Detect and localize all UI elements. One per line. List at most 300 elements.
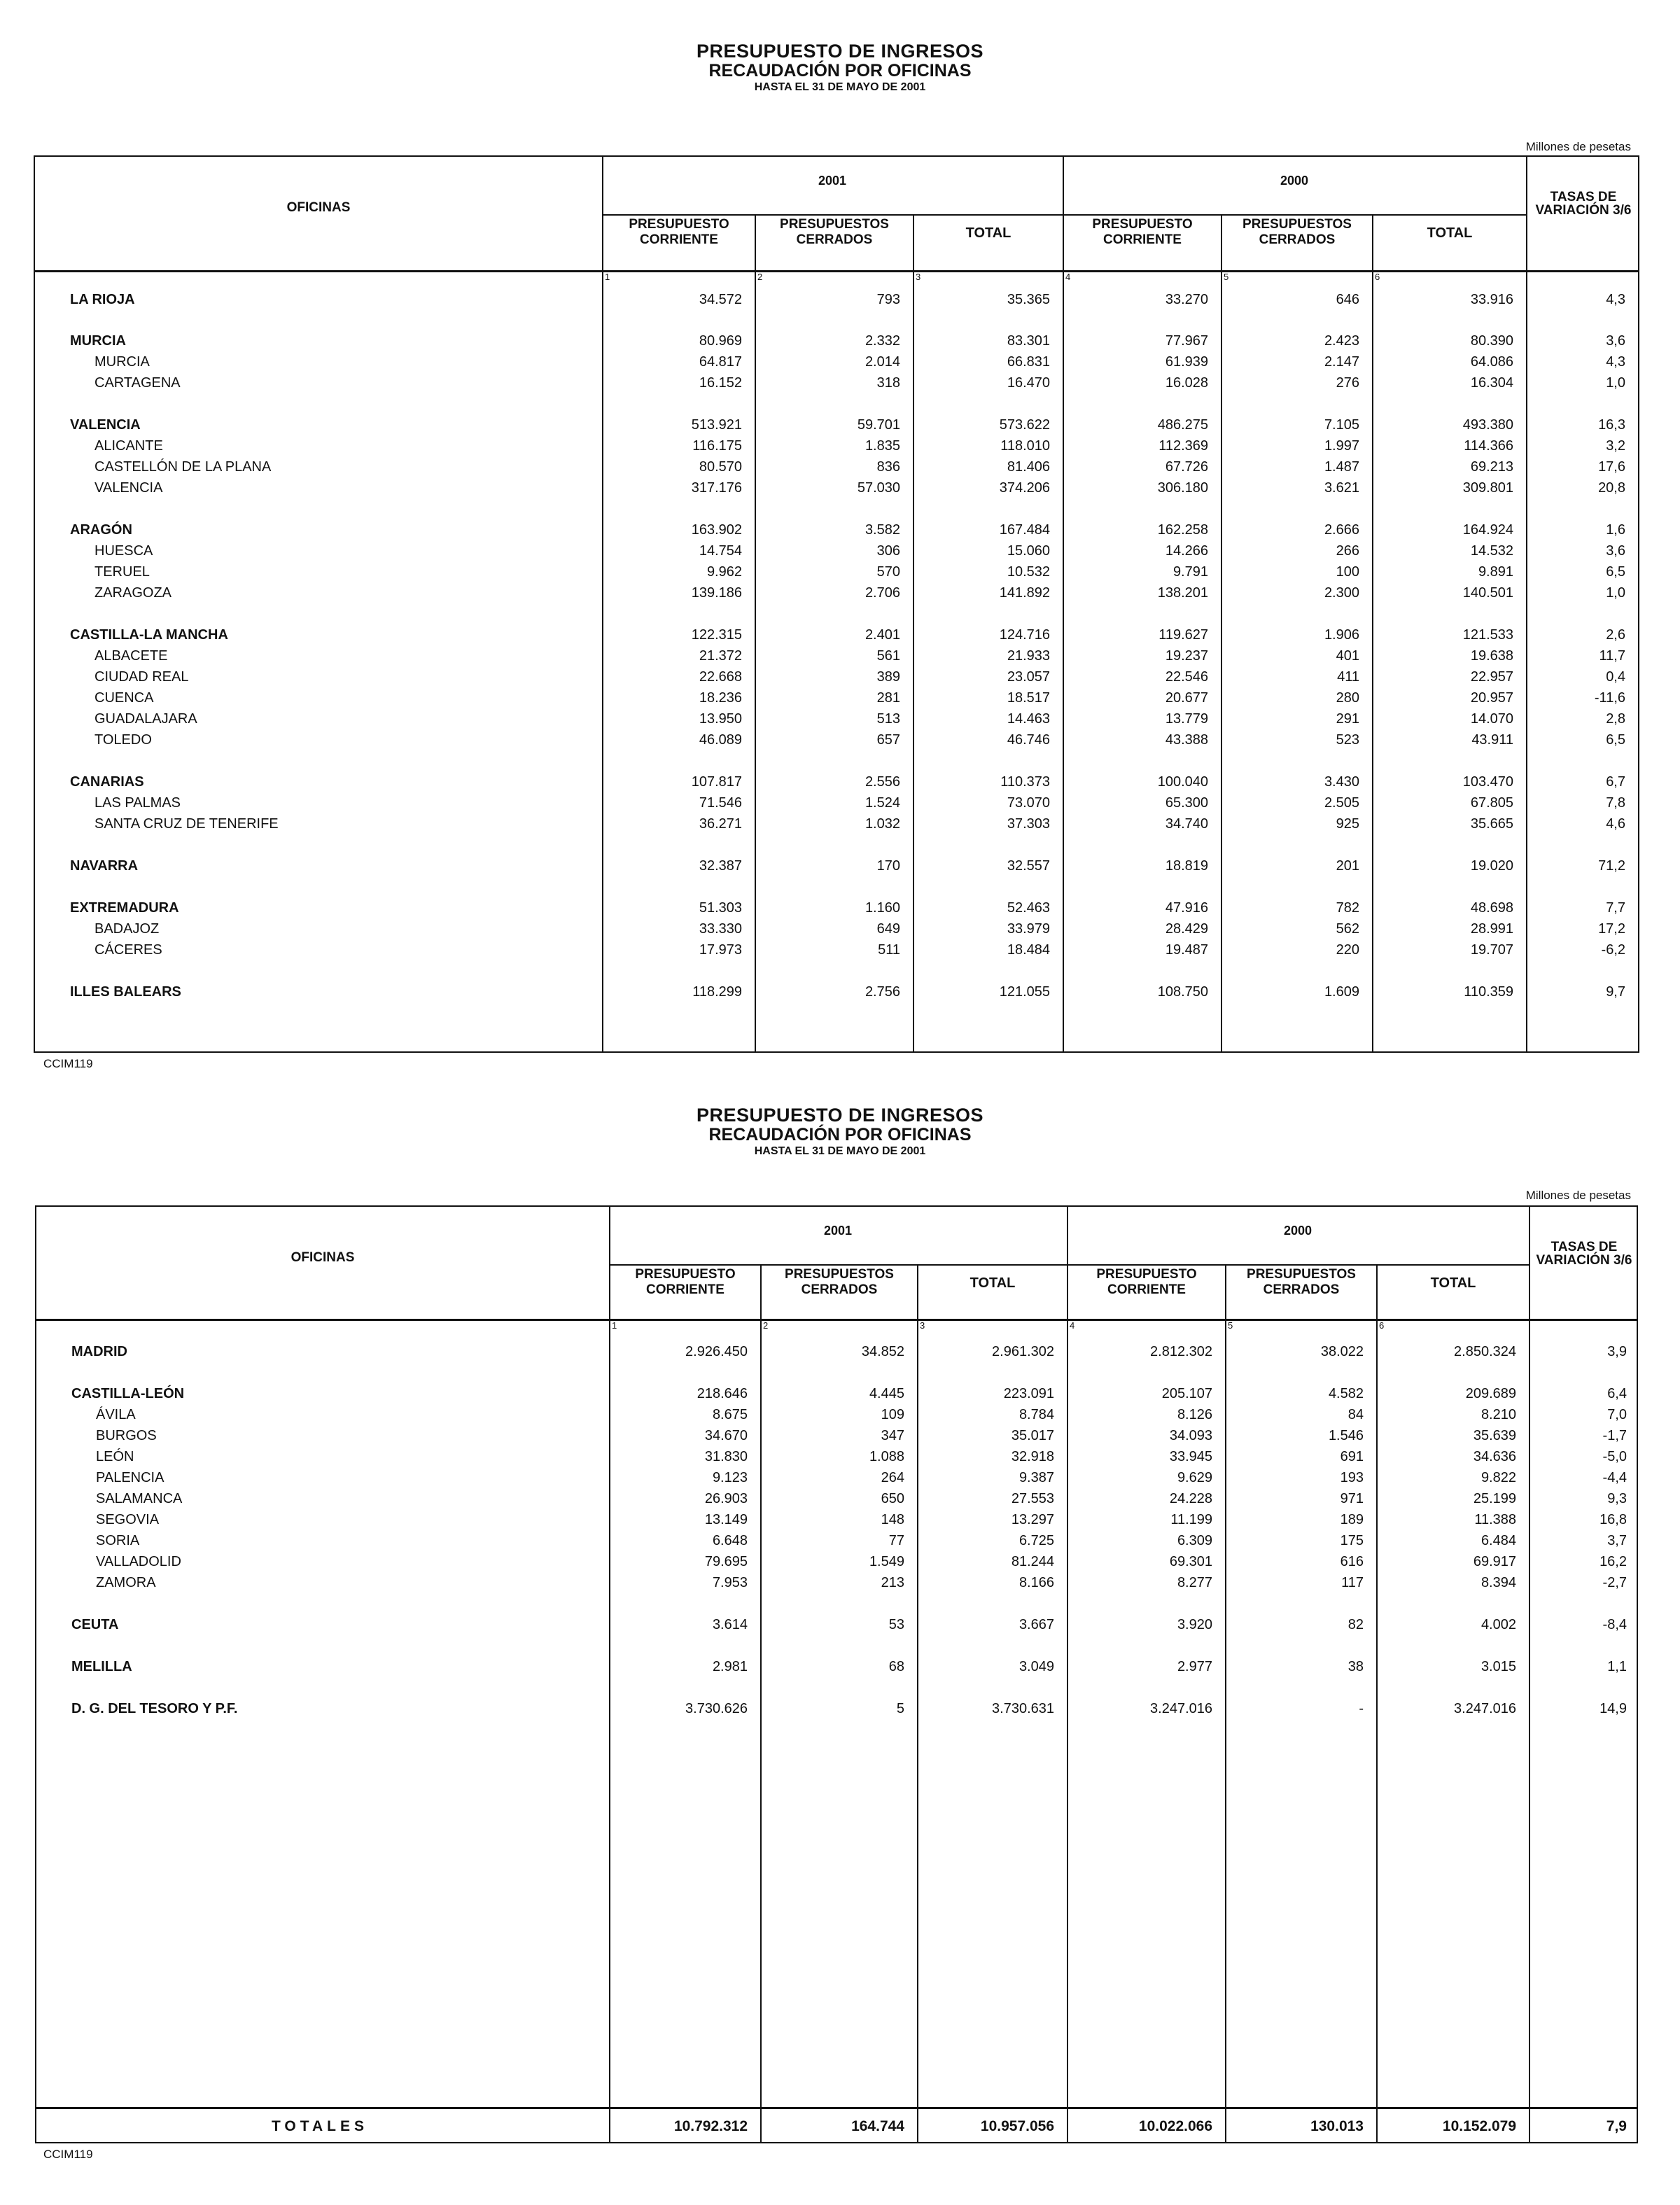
office-name: SALAMANCA — [96, 1491, 183, 1506]
value-cell: 35.017 — [1011, 1428, 1054, 1443]
office-name: CUENCA — [94, 690, 154, 706]
total-value-cell: 10.957.056 — [980, 2118, 1054, 2134]
value-cell: 67.726 — [1165, 459, 1208, 475]
value-cell: 3.730.626 — [685, 1701, 748, 1716]
value-cell: 2.666 — [1324, 522, 1359, 538]
value-cell: 80.570 — [699, 459, 742, 475]
value-cell: 114.366 — [1464, 438, 1513, 454]
value-cell: 264 — [881, 1470, 904, 1485]
value-cell: 16.028 — [1165, 375, 1208, 391]
header-cerrados-2000: PRESUPUESTOS CERRADOS — [1242, 217, 1352, 247]
value-cell: 28.429 — [1165, 921, 1208, 937]
column-number: 2 — [763, 1320, 769, 1331]
value-cell: 21.372 — [699, 648, 742, 664]
province-row — [36, 1572, 1637, 1593]
title-block — [0, 41, 1680, 94]
value-cell: 16,8 — [1600, 1512, 1627, 1527]
office-name: CASTELLÓN DE LA PLANA — [94, 459, 272, 475]
value-cell: 6.725 — [1018, 1533, 1054, 1548]
total-value-cell: 130.013 — [1310, 2118, 1364, 2134]
value-cell: 317.176 — [691, 480, 742, 496]
value-cell: 66.831 — [1007, 354, 1050, 370]
title-block — [0, 1105, 1680, 1158]
value-cell: 2.147 — [1324, 354, 1359, 370]
region-row — [35, 855, 1638, 876]
region-row — [36, 1656, 1637, 1677]
value-cell: 2.556 — [864, 774, 900, 790]
header-total-2000: TOTAL — [1430, 1275, 1476, 1291]
value-cell: 19.020 — [1470, 858, 1513, 874]
province-row — [36, 1467, 1637, 1488]
value-cell: 389 — [876, 669, 900, 685]
office-name: D. G. DEL TESORO Y P.F. — [71, 1701, 238, 1716]
value-cell: 11.388 — [1474, 1512, 1516, 1527]
total-value-cell: 10.792.312 — [673, 2118, 748, 2134]
office-name: BADAJOZ — [94, 921, 160, 937]
region-row — [36, 1341, 1637, 1362]
value-cell: 20.957 — [1470, 690, 1513, 706]
value-cell: 7,0 — [1607, 1407, 1627, 1422]
value-cell: 14.463 — [1007, 711, 1050, 727]
value-cell: 11,7 — [1599, 648, 1625, 664]
value-cell: 64.817 — [699, 354, 742, 370]
province-row — [35, 540, 1638, 561]
value-cell: - — [1359, 1701, 1364, 1716]
value-cell: 7.953 — [712, 1575, 748, 1590]
value-cell: 33.270 — [1165, 292, 1208, 307]
value-cell: 1.524 — [864, 795, 900, 811]
province-row — [35, 645, 1638, 666]
office-name: ALBACETE — [94, 648, 168, 664]
value-cell: 18.517 — [1007, 690, 1050, 706]
value-cell: 175 — [1340, 1533, 1364, 1548]
office-name: TOLEDO — [94, 732, 152, 748]
value-cell: 34.852 — [861, 1344, 904, 1359]
value-cell: 35.665 — [1470, 816, 1513, 832]
value-cell: 48.698 — [1470, 900, 1513, 916]
value-cell: -8,4 — [1602, 1617, 1627, 1632]
value-cell: 4.445 — [869, 1386, 904, 1401]
value-cell: 27.553 — [1011, 1491, 1054, 1506]
value-cell: 1.997 — [1324, 438, 1359, 454]
value-cell: 8.166 — [1018, 1575, 1054, 1590]
value-cell: 6,4 — [1607, 1386, 1627, 1401]
value-cell: 218.646 — [696, 1386, 748, 1401]
value-cell: 8.784 — [1018, 1407, 1054, 1422]
table-body-1 — [35, 272, 1638, 1049]
value-cell: 100.040 — [1157, 774, 1208, 790]
region-row — [35, 414, 1638, 435]
value-cell: 2.756 — [864, 984, 900, 1000]
value-cell: 164.924 — [1462, 522, 1513, 538]
value-cell: 3,9 — [1607, 1344, 1627, 1359]
value-cell: 109 — [881, 1407, 904, 1422]
value-cell: 19.487 — [1165, 942, 1208, 958]
value-cell: 3.430 — [1324, 774, 1359, 790]
value-cell: 34.093 — [1169, 1428, 1212, 1443]
value-cell: 1.549 — [869, 1554, 904, 1569]
value-cell: 68 — [888, 1659, 904, 1674]
office-name: CASTILLA-LEÓN — [71, 1386, 185, 1401]
office-name: VALENCIA — [70, 417, 141, 433]
value-cell: 6.484 — [1480, 1533, 1516, 1548]
office-name: NAVARRA — [70, 858, 139, 874]
value-cell: 3.247.016 — [1454, 1701, 1516, 1716]
value-cell: 616 — [1340, 1554, 1364, 1569]
value-cell: 2.423 — [1324, 333, 1359, 349]
office-name: VALLADOLID — [96, 1554, 181, 1569]
value-cell: 513 — [876, 711, 900, 727]
column-number: 6 — [1375, 272, 1380, 282]
value-cell: 20.677 — [1165, 690, 1208, 706]
value-cell: 24.228 — [1169, 1491, 1212, 1506]
page-code: CCIM119 — [43, 1057, 93, 1070]
header-corriente-2001: PRESUPUESTO CORRIENTE — [635, 1267, 736, 1297]
value-cell: 1,0 — [1606, 375, 1625, 391]
value-cell: 513.921 — [691, 417, 742, 433]
value-cell: 281 — [876, 690, 900, 706]
table-body-2 — [36, 1320, 1637, 2104]
units-label: Millones de pesetas — [1525, 1189, 1631, 1202]
value-cell: 28.991 — [1470, 921, 1513, 937]
doc-title: PRESUPUESTO DE INGRESOS — [696, 1105, 984, 1126]
office-name: LA RIOJA — [70, 292, 135, 307]
value-cell: 9.822 — [1480, 1470, 1516, 1485]
value-cell: 23.057 — [1007, 669, 1050, 685]
office-name: MURCIA — [70, 333, 126, 349]
value-cell: 3.015 — [1480, 1659, 1516, 1674]
value-cell: 22.546 — [1165, 669, 1208, 685]
value-cell: 140.501 — [1462, 585, 1513, 601]
total-value-cell: 10.022.066 — [1138, 2118, 1212, 2134]
value-cell: 148 — [881, 1512, 904, 1527]
value-cell: 13.297 — [1011, 1512, 1054, 1527]
value-cell: 8.210 — [1480, 1407, 1516, 1422]
province-row — [35, 372, 1638, 393]
value-cell: 306 — [876, 543, 900, 559]
header-total-2001: TOTAL — [965, 225, 1011, 241]
value-cell: -5,0 — [1602, 1449, 1627, 1464]
value-cell: 35.639 — [1473, 1428, 1516, 1443]
value-cell: 9.962 — [706, 564, 742, 580]
office-name: MELILLA — [71, 1659, 132, 1674]
value-cell: 1.546 — [1328, 1428, 1364, 1443]
office-name: ZAMORA — [96, 1575, 156, 1590]
value-cell: 33.979 — [1007, 921, 1050, 937]
value-cell: 691 — [1340, 1449, 1364, 1464]
value-cell: 36.271 — [699, 816, 742, 832]
value-cell: 3.920 — [1177, 1617, 1212, 1632]
value-cell: 26.903 — [704, 1491, 748, 1506]
value-cell: 1,0 — [1606, 585, 1625, 601]
value-cell: 34.636 — [1473, 1449, 1516, 1464]
doc-subtitle: RECAUDACIÓN POR OFICINAS — [708, 61, 972, 80]
value-cell: 1.088 — [869, 1449, 904, 1464]
value-cell: 32.387 — [699, 858, 742, 874]
value-cell: 18.819 — [1165, 858, 1208, 874]
province-row — [35, 918, 1638, 939]
value-cell: 138.201 — [1157, 585, 1208, 601]
value-cell: 65.300 — [1165, 795, 1208, 811]
value-cell: 3,2 — [1606, 438, 1625, 454]
value-cell: 4,3 — [1606, 354, 1625, 370]
value-cell: 2,8 — [1606, 711, 1625, 727]
value-cell: 16,3 — [1598, 417, 1625, 433]
value-cell: 10.532 — [1007, 564, 1050, 580]
region-row — [35, 981, 1638, 1002]
budget-table-1 — [34, 155, 1639, 1053]
value-cell: 73.070 — [1007, 795, 1050, 811]
value-cell: 570 — [876, 564, 900, 580]
office-name: CEUTA — [71, 1617, 119, 1632]
value-cell: 16.470 — [1007, 375, 1050, 391]
value-cell: 162.258 — [1157, 522, 1208, 538]
value-cell: 15.060 — [1007, 543, 1050, 559]
header-cerrados-2001: PRESUPUESTOS CERRADOS — [780, 217, 889, 247]
region-row — [35, 897, 1638, 918]
value-cell: 209.689 — [1465, 1386, 1516, 1401]
office-name: ALICANTE — [94, 438, 163, 454]
value-cell: 9,7 — [1606, 984, 1625, 1000]
budget-table-2 — [35, 1205, 1638, 2143]
value-cell: 32.557 — [1007, 858, 1050, 874]
office-name: SANTA CRUZ DE TENERIFE — [94, 816, 279, 832]
value-cell: 0,4 — [1606, 669, 1625, 685]
value-cell: 61.939 — [1165, 354, 1208, 370]
office-name: HUESCA — [94, 543, 153, 559]
column-number: 1 — [612, 1320, 617, 1331]
value-cell: 19.237 — [1165, 648, 1208, 664]
value-cell: 223.091 — [1003, 1386, 1054, 1401]
value-cell: 19.638 — [1470, 648, 1513, 664]
value-cell: 3.667 — [1018, 1617, 1054, 1632]
totals-label: TOTALES — [271, 2118, 369, 2134]
province-row — [35, 792, 1638, 813]
header-tasas: TASAS DE VARIACIÓN 3/6 — [1535, 190, 1632, 218]
value-cell: 16.304 — [1470, 375, 1513, 391]
value-cell: 266 — [1336, 543, 1359, 559]
office-name: CANARIAS — [70, 774, 144, 790]
value-cell: 5 — [896, 1701, 904, 1716]
value-cell: 6.648 — [712, 1533, 748, 1548]
value-cell: 6.309 — [1177, 1533, 1212, 1548]
value-cell: 69.301 — [1169, 1554, 1212, 1569]
column-number: 5 — [1224, 272, 1229, 282]
value-cell: 1.487 — [1324, 459, 1359, 475]
header-year-2001: 2001 — [823, 1224, 853, 1238]
value-cell: 69.213 — [1470, 459, 1513, 475]
value-cell: 22.668 — [699, 669, 742, 685]
value-cell: 9.629 — [1177, 1470, 1212, 1485]
page-2 — [0, 1078, 1680, 2205]
value-cell: 118.010 — [1000, 438, 1050, 454]
value-cell: 17.973 — [699, 942, 742, 958]
value-cell: 9.123 — [712, 1470, 748, 1485]
office-name: CASTILLA-LA MANCHA — [70, 627, 228, 643]
value-cell: 8.277 — [1177, 1575, 1212, 1590]
office-name: MURCIA — [94, 354, 150, 370]
value-cell: 291 — [1336, 711, 1359, 727]
region-row — [36, 1698, 1637, 1719]
value-cell: 573.622 — [999, 417, 1050, 433]
value-cell: 163.902 — [691, 522, 742, 538]
header-oficinas: OFICINAS — [286, 200, 351, 215]
doc-date: HASTA EL 31 DE MAYO DE 2001 — [754, 81, 926, 93]
value-cell: 33.916 — [1470, 292, 1513, 307]
office-name: GUADALAJARA — [94, 711, 197, 727]
value-cell: 69.917 — [1473, 1554, 1516, 1569]
value-cell: 100 — [1336, 564, 1359, 580]
value-cell: 14.070 — [1470, 711, 1513, 727]
value-cell: 52.463 — [1007, 900, 1050, 916]
office-name: SORIA — [96, 1533, 140, 1548]
value-cell: 193 — [1340, 1470, 1364, 1485]
value-cell: 280 — [1336, 690, 1359, 706]
value-cell: 493.380 — [1462, 417, 1513, 433]
office-name: PALENCIA — [96, 1470, 164, 1485]
value-cell: -4,4 — [1602, 1470, 1627, 1485]
office-name: CARTAGENA — [94, 375, 181, 391]
value-cell: 2.332 — [864, 333, 900, 349]
value-cell: 220 — [1336, 942, 1359, 958]
value-cell: 118.299 — [692, 984, 742, 1000]
value-cell: 1.835 — [864, 438, 900, 454]
value-cell: 37.303 — [1007, 816, 1050, 832]
value-cell: 562 — [1336, 921, 1359, 937]
value-cell: 16.152 — [699, 375, 742, 391]
value-cell: 201 — [1336, 858, 1359, 874]
value-cell: 34.740 — [1165, 816, 1208, 832]
value-cell: 411 — [1337, 669, 1359, 685]
value-cell: 122.315 — [691, 627, 742, 643]
column-number: 4 — [1065, 272, 1071, 282]
region-row — [36, 1614, 1637, 1635]
value-cell: 306.180 — [1157, 480, 1208, 496]
province-row — [35, 477, 1638, 498]
value-cell: 1,1 — [1607, 1659, 1627, 1674]
total-value-cell: 7,9 — [1606, 2118, 1627, 2134]
column-number: 1 — [605, 272, 610, 282]
header-corriente-2000: PRESUPUESTO CORRIENTE — [1096, 1267, 1197, 1297]
value-cell: 9.387 — [1018, 1470, 1054, 1485]
region-row — [35, 771, 1638, 792]
value-cell: 11.199 — [1170, 1512, 1212, 1527]
value-cell: 3.614 — [712, 1617, 748, 1632]
column-number: 2 — [757, 272, 763, 282]
value-cell: 139.186 — [691, 585, 742, 601]
value-cell: 53 — [888, 1617, 904, 1632]
value-cell: 119.627 — [1158, 627, 1208, 643]
header-year-2001: 2001 — [818, 174, 847, 188]
value-cell: 2.300 — [1324, 585, 1359, 601]
value-cell: 2,6 — [1606, 627, 1625, 643]
value-cell: 19.707 — [1470, 942, 1513, 958]
province-row — [36, 1404, 1637, 1425]
value-cell: 121.055 — [999, 984, 1050, 1000]
region-row — [35, 519, 1638, 540]
value-cell: 46.746 — [1007, 732, 1050, 748]
value-cell: 21.933 — [1007, 648, 1050, 664]
value-cell: 9.891 — [1478, 564, 1513, 580]
province-row — [36, 1446, 1637, 1467]
province-row — [36, 1488, 1637, 1509]
province-row — [35, 561, 1638, 582]
column-number: 4 — [1070, 1320, 1075, 1331]
value-cell: 213 — [881, 1575, 904, 1590]
value-cell: 112.369 — [1158, 438, 1208, 454]
value-cell: 64.086 — [1470, 354, 1513, 370]
value-cell: 18.484 — [1007, 942, 1050, 958]
office-name: ÁVILA — [96, 1407, 136, 1422]
value-cell: 25.199 — [1473, 1491, 1516, 1506]
value-cell: 167.484 — [999, 522, 1050, 538]
total-value-cell: 164.744 — [851, 2118, 904, 2134]
value-cell: 309.801 — [1462, 480, 1513, 496]
value-cell: 13.149 — [704, 1512, 748, 1527]
value-cell: 2.706 — [864, 585, 900, 601]
province-row — [35, 729, 1638, 750]
total-value-cell: 10.152.079 — [1442, 2118, 1516, 2134]
value-cell: 2.981 — [712, 1659, 748, 1674]
region-row — [35, 330, 1638, 351]
value-cell: 8.126 — [1177, 1407, 1212, 1422]
value-cell: 374.206 — [999, 480, 1050, 496]
value-cell: 925 — [1336, 816, 1359, 832]
value-cell: 318 — [876, 375, 900, 391]
value-cell: 3,6 — [1606, 333, 1625, 349]
value-cell: 80.969 — [699, 333, 742, 349]
province-row — [36, 1509, 1637, 1530]
value-cell: 71,2 — [1598, 858, 1625, 874]
province-row — [35, 351, 1638, 372]
value-cell: 1,6 — [1606, 522, 1625, 538]
value-cell: 6,7 — [1606, 774, 1625, 790]
value-cell: -11,6 — [1594, 690, 1625, 706]
value-cell: 14.754 — [699, 543, 742, 559]
value-cell: 108.750 — [1157, 984, 1208, 1000]
value-cell: 33.330 — [699, 921, 742, 937]
value-cell: 13.779 — [1165, 711, 1208, 727]
column-number: 3 — [916, 272, 921, 282]
office-name: BURGOS — [96, 1428, 157, 1443]
column-number: 3 — [920, 1320, 925, 1331]
value-cell: 18.236 — [699, 690, 742, 706]
value-cell: 2.014 — [864, 354, 900, 370]
value-cell: 8.394 — [1480, 1575, 1516, 1590]
value-cell: 22.957 — [1470, 669, 1513, 685]
province-row — [35, 435, 1638, 456]
column-number: 5 — [1228, 1320, 1233, 1331]
office-name: LAS PALMAS — [94, 795, 181, 811]
office-name: EXTREMADURA — [70, 900, 179, 916]
header-cerrados-2000: PRESUPUESTOS CERRADOS — [1247, 1267, 1356, 1297]
value-cell: 2.926.450 — [685, 1344, 748, 1359]
value-cell: 1.609 — [1324, 984, 1359, 1000]
doc-subtitle: RECAUDACIÓN POR OFICINAS — [708, 1125, 972, 1144]
value-cell: 205.107 — [1161, 1386, 1212, 1401]
value-cell: 3.621 — [1324, 480, 1359, 496]
value-cell: 82 — [1348, 1617, 1364, 1632]
value-cell: 38 — [1348, 1659, 1364, 1674]
value-cell: 1.906 — [1324, 627, 1359, 643]
totals-row — [36, 2110, 1637, 2143]
value-cell: -2,7 — [1602, 1575, 1627, 1590]
value-cell: 110.359 — [1464, 984, 1513, 1000]
value-cell: 4.582 — [1328, 1386, 1364, 1401]
column-number: 6 — [1379, 1320, 1385, 1331]
value-cell: 649 — [876, 921, 900, 937]
header-total-2000: TOTAL — [1427, 225, 1473, 241]
